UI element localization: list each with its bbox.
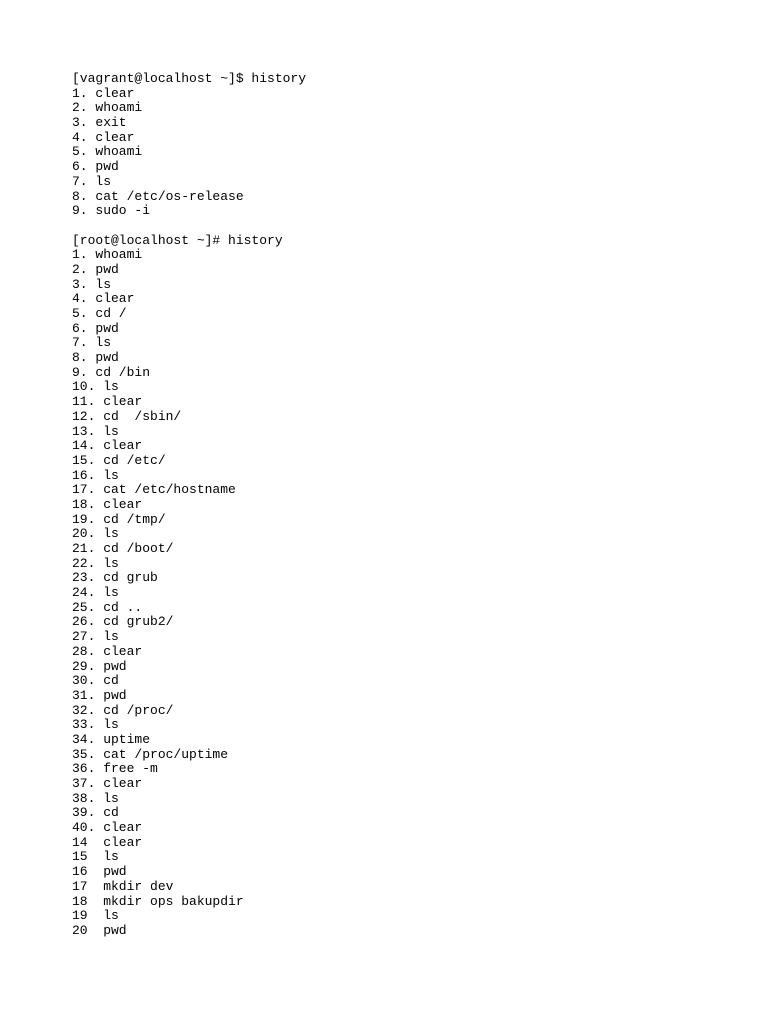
history-line: 15. cd /etc/ — [72, 452, 166, 468]
shell-prompt-root: [root@localhost ~]# history — [72, 232, 283, 248]
history-line: 11. clear — [72, 394, 143, 410]
history-line: 21. cd /boot/ — [72, 541, 174, 556]
history-line: 8. pwd — [72, 350, 119, 366]
history-line: 19 ls — [72, 908, 119, 924]
history-line: 16. ls — [72, 467, 119, 483]
section-gap — [72, 219, 306, 234]
history-line: 1. clear — [72, 85, 135, 101]
history-line: 16 pwd — [72, 864, 127, 880]
history-line: 6. pwd — [72, 320, 119, 336]
history-line: 18 mkdir ops bakupdir — [72, 893, 244, 909]
history-line: 18. clear — [72, 496, 143, 512]
session-root — [72, 234, 306, 939]
history-line: 32. cd /proc/ — [72, 702, 174, 718]
history-line: 39. cd — [72, 805, 119, 821]
history-line: 34. uptime — [72, 731, 151, 747]
history-line: 22. ls — [72, 555, 119, 571]
history-line: 38. ls — [72, 790, 119, 806]
history-line: 15 ls — [72, 849, 119, 865]
history-line: 3. exit — [72, 115, 127, 131]
history-line: 6. pwd — [72, 159, 119, 175]
history-line: 30. cd — [72, 673, 119, 689]
history-line: 17. cat /etc/hostname — [72, 482, 236, 498]
history-line: 3. ls — [72, 276, 112, 292]
history-line: 1. whoami — [72, 247, 143, 263]
history-line: 13. ls — [72, 423, 119, 439]
history-line: 36. free -m — [72, 761, 158, 777]
history-list-vagrant — [72, 87, 306, 219]
history-line: 14 clear — [72, 834, 143, 850]
history-line: 20 pwd — [72, 922, 127, 938]
history-line: 24. ls — [72, 585, 119, 601]
history-line: 2. pwd — [72, 261, 119, 277]
history-line: 25. cd .. — [72, 599, 143, 615]
history-line: 23. cd grub — [72, 570, 158, 586]
history-line: 35. cat /proc/uptime — [72, 746, 229, 762]
history-line: 14. clear — [72, 438, 143, 454]
history-line: 40. clear — [72, 820, 143, 836]
terminal-history-document — [72, 72, 306, 939]
history-line: 20. ls — [72, 526, 119, 542]
history-line: 28. clear — [72, 643, 143, 659]
history-line: 27. ls — [72, 629, 119, 645]
session-vagrant — [72, 72, 306, 219]
history-line: 37. clear — [72, 776, 143, 791]
history-line: 33. ls — [72, 717, 119, 733]
history-line: 5. whoami — [72, 144, 143, 160]
history-line: 9. cd /bin — [72, 364, 151, 380]
history-line: 9. sudo -i — [72, 203, 151, 219]
history-line: 10. ls — [72, 379, 119, 395]
history-line: 5. cd / — [72, 306, 127, 321]
history-line: 19. cd /tmp/ — [72, 511, 166, 527]
history-line: 8. cat /etc/os-release — [72, 188, 244, 204]
history-line: 12. cd /sbin/ — [72, 408, 182, 424]
history-line: 17 mkdir dev — [72, 878, 174, 894]
history-line: 26. cd grub2/ — [72, 614, 174, 630]
history-list-root — [72, 248, 306, 938]
history-line: 4. clear — [72, 291, 135, 307]
history-line: 7. ls — [72, 335, 112, 351]
shell-prompt-vagrant: [vagrant@localhost ~]$ history — [72, 71, 307, 86]
history-line: 7. ls — [72, 173, 112, 189]
history-line: 4. clear — [72, 129, 135, 145]
history-line: 31. pwd — [72, 687, 127, 703]
history-line: 2. whoami — [72, 100, 143, 116]
history-line: 29. pwd — [72, 658, 127, 674]
